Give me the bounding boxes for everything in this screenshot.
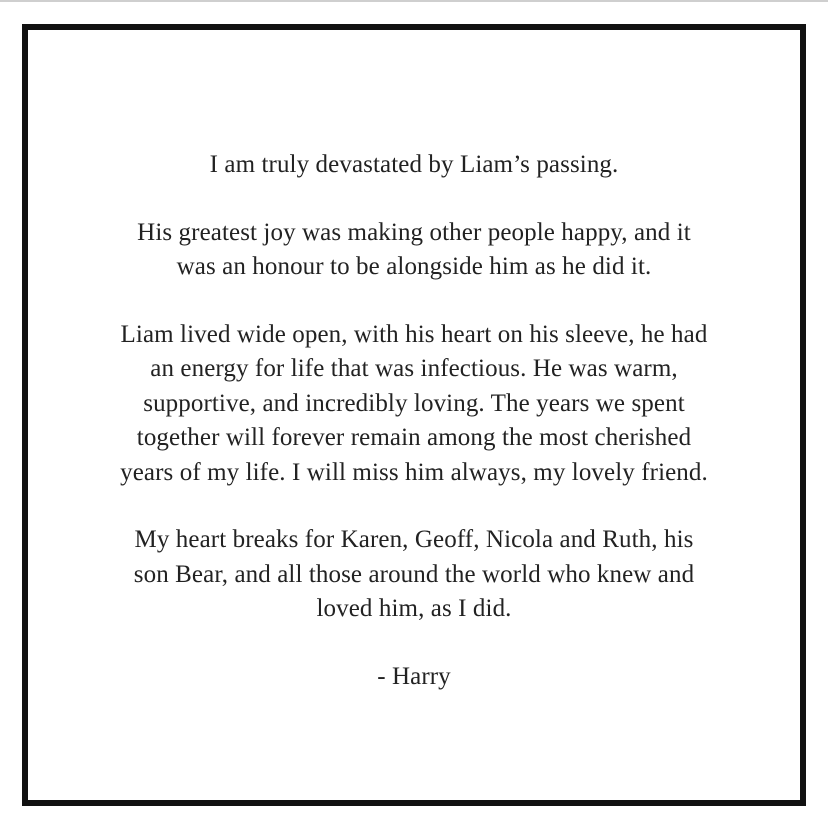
paragraph-joy [28, 216, 800, 285]
paragraph-family [28, 523, 800, 627]
text-line: together will forever remain among the most cherished [136, 424, 692, 451]
text-line: son Bear, and all those around the world who knew and [133, 560, 695, 588]
text-line: I am truly devastated by Liam’s passing. [209, 151, 619, 178]
paragraph-opening [28, 148, 800, 183]
text-line: an energy for life that was infectious. He was warm, [150, 355, 678, 382]
text-line: His greatest joy was making other people happy, and it [137, 218, 691, 246]
text-line: My heart breaks for Karen, Geoff, Nicola and Ruth, his [134, 526, 694, 553]
top-divider [0, 0, 828, 2]
text-line: supportive, and incredibly loving. The years we spent [143, 389, 685, 417]
paragraph-memories [28, 318, 800, 491]
text-line: Liam lived wide open, with his heart on his sleeve, he had [120, 320, 708, 348]
statement-text [28, 148, 800, 694]
signature [28, 660, 800, 695]
text-line: loved him, as I did. [316, 595, 512, 622]
signature-text: - Harry [377, 662, 451, 690]
text-line: was an honour to be alongside him as he did it. [176, 253, 652, 280]
statement-frame [22, 24, 806, 806]
text-line: years of my life. I will miss him always, my lovely friend. [120, 458, 708, 486]
